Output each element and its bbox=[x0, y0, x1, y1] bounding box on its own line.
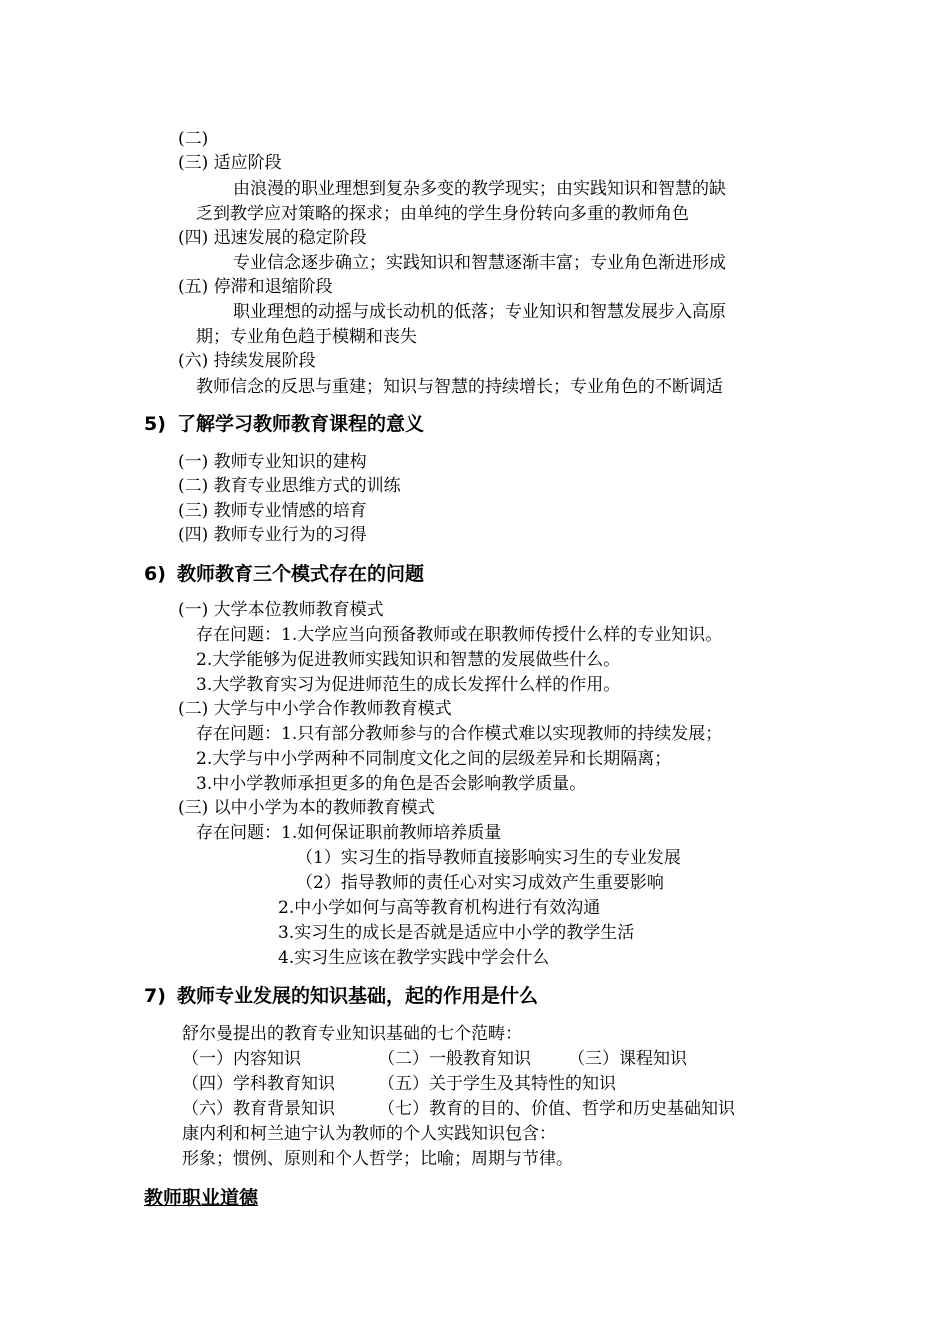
model-2-label: (二) 大学与中小学合作教师教育模式 bbox=[178, 699, 452, 719]
stage-3-label: (三) 适应阶段 bbox=[178, 153, 282, 173]
section-5-item: (三) 教师专业情感的培育 bbox=[178, 501, 367, 521]
stage-4-label: (四) 迅速发展的稳定阶段 bbox=[178, 228, 367, 248]
stage-3-desc-line2: 乏到教学应对策略的探求；由单纯的学生身份转向多重的教师角色 bbox=[196, 204, 689, 224]
model-1-problem-1: 存在问题：1.大学应当向预备教师或在职教师传授什么样的专业知识。 bbox=[196, 625, 723, 645]
stage-6-desc: 教师信念的反思与重建；知识与智慧的持续增长；专业角色的不断调适 bbox=[196, 377, 723, 397]
chapter-title: 教师职业道德 bbox=[144, 1187, 259, 1209]
model-3-problem-1b: （2）指导教师的责任心对实习成效产生重要影响 bbox=[296, 873, 664, 893]
section-7-title: 教师专业发展的知识基础，起的作用是什么 bbox=[177, 985, 539, 1007]
stage-4-desc: 专业信念逐步确立；实践知识和智慧逐渐丰富；专业角色渐进形成 bbox=[233, 253, 726, 273]
section-6-title: 教师教育三个模式存在的问题 bbox=[177, 563, 425, 585]
section-6-heading bbox=[144, 561, 424, 587]
knowledge-category-7: （七）教育的目的、价值、哲学和历史基础知识 bbox=[378, 1099, 735, 1119]
model-2-problem-3: 3.中小学教师承担更多的角色是否会影响教学质量。 bbox=[196, 774, 587, 794]
section-5-item: (二) 教育专业思维方式的训练 bbox=[178, 476, 401, 496]
stage-5-desc-line2: 期；专业角色趋于模糊和丧失 bbox=[196, 327, 417, 347]
model-3-problem-2: 2.中小学如何与高等教育机构进行有效沟通 bbox=[278, 898, 601, 918]
model-2-problem-2: 2.大学与中小学两种不同制度文化之间的层级差异和长期隔离； bbox=[196, 749, 672, 769]
knowledge-category-3: （三）课程知识 bbox=[568, 1049, 687, 1069]
stage-6-label: (六) 持续发展阶段 bbox=[178, 351, 316, 371]
stage-5-desc-line1: 职业理想的动摇与成长动机的低落；专业知识和智慧发展步入高原 bbox=[233, 302, 726, 322]
model-1-problem-2: 2.大学能够为促进教师实践知识和智慧的发展做些什么。 bbox=[196, 650, 621, 670]
model-3-problem-1a: （1）实习生的指导教师直接影响实习生的专业发展 bbox=[296, 848, 681, 868]
section-5-number: 5) bbox=[144, 413, 166, 435]
model-3-problem-3: 3.实习生的成长是否就是适应中小学的教学生活 bbox=[278, 923, 635, 943]
section-7-number: 7) bbox=[144, 985, 166, 1007]
knowledge-intro: 舒尔曼提出的教育专业知识基础的七个范畴： bbox=[182, 1024, 522, 1044]
model-3-problem-4: 4.实习生应该在教学实践中学会什么 bbox=[278, 948, 550, 968]
model-3-problem-1: 存在问题：1.如何保证职前教师培养质量 bbox=[196, 823, 502, 843]
section-5-item: (一) 教师专业知识的建构 bbox=[178, 452, 367, 472]
knowledge-category-6: （六）教育背景知识 bbox=[182, 1099, 335, 1119]
knowledge-category-1: （一）内容知识 bbox=[182, 1049, 301, 1069]
model-2-problem-1: 存在问题：1.只有部分教师参与的合作模式难以实现教师的持续发展； bbox=[196, 724, 723, 744]
practical-knowledge-intro: 康内利和柯兰迪宁认为教师的个人实践知识包含： bbox=[182, 1124, 556, 1144]
section-5-title: 了解学习教师教育课程的意义 bbox=[177, 413, 425, 435]
stage-3-desc-line1: 由浪漫的职业理想到复杂多变的教学现实；由实践知识和智慧的缺 bbox=[233, 179, 726, 199]
section-6-number: 6) bbox=[144, 563, 166, 585]
section-5-heading bbox=[144, 411, 424, 437]
practical-knowledge-items: 形象；惯例、原则和个人哲学；比喻；周期与节律。 bbox=[182, 1149, 573, 1169]
section-5-item: (四) 教师专业行为的习得 bbox=[178, 525, 367, 545]
model-1-problem-3: 3.大学教育实习为促进师范生的成长发挥什么样的作用。 bbox=[196, 675, 621, 695]
model-1-label: (一) 大学本位教师教育模式 bbox=[178, 600, 384, 620]
knowledge-category-5: （五）关于学生及其特性的知识 bbox=[378, 1074, 616, 1094]
section-7-heading bbox=[144, 983, 538, 1009]
knowledge-category-4: （四）学科教育知识 bbox=[182, 1074, 335, 1094]
stage-5-label: (五) 停滞和退缩阶段 bbox=[178, 277, 333, 297]
knowledge-category-2: （二）一般教育知识 bbox=[378, 1049, 531, 1069]
stage-2-label: (二) bbox=[178, 129, 209, 149]
model-3-label: (三) 以中小学为本的教师教育模式 bbox=[178, 798, 435, 818]
